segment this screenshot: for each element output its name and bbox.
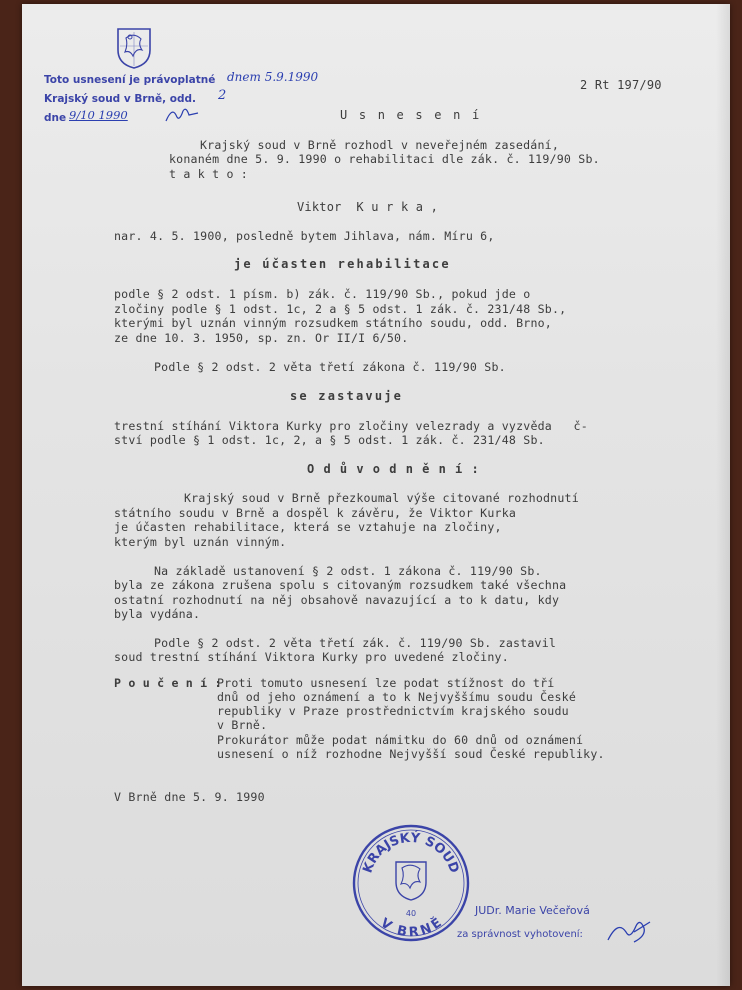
para6-line-1: Podle § 2 odst. 2 věta třetí zák. č. 119/90 Sb. zastavil: [154, 636, 557, 650]
para1-line-4: ze dne 10. 3. 1950, sp. zn. Or II/I 6/50.: [114, 331, 409, 345]
court-seal-icon: [350, 822, 472, 944]
svg-text:KRAJSKÝ SOUD: [360, 830, 461, 876]
validity-stamp-line1: Toto usnesení je právoplatné: [44, 74, 216, 86]
para6-line-2: soud trestní stíhání Viktora Kurky pro uvedené zločiny.: [114, 650, 509, 664]
para4-line-4: kterým byl uznán vinným.: [114, 535, 287, 549]
para2: Podle § 2 odst. 2 věta třetí zákona č. 119/90 Sb.: [154, 360, 506, 374]
judge-name: JUDr. Marie Večeřová: [475, 904, 590, 917]
para4-line-3: je účasten rehabilitace, která se vztahuje na zločiny,: [114, 520, 502, 534]
certification-note: za správnost vyhotovení:: [457, 929, 583, 940]
validity-stamp-line2: Krajský soud v Brně, odd.: [44, 93, 196, 105]
instruction-line-6: usnesení o níž rozhodne Nejvyšší soud České republiky.: [217, 747, 605, 761]
instruction-line-1: Proti tomuto usnesení lze podat stížnost do tří: [217, 676, 555, 690]
para1-line-2: zločiny podle § 1 odst. 1c, 2 a § 5 odst. 1 zák. č. 231/48 Sb.,: [114, 302, 567, 316]
para1-line-1: podle § 2 odst. 1 písm. b) zák. č. 119/90 Sb., pokud jde o: [114, 287, 531, 301]
person-name: Viktor K u r k a ,: [297, 200, 439, 214]
heading-discontinued: se zastavuje: [290, 389, 404, 403]
heading-reasoning: O d ů v o d n ě n í :: [307, 462, 480, 476]
validity-stamp-dept-handwritten: 2: [218, 88, 227, 103]
para5-line-4: byla vydána.: [114, 607, 201, 621]
handwritten-signature: [604, 914, 654, 948]
para4-line-1: Krajský soud v Brně přezkoumal výše citované rozhodnutí: [184, 491, 579, 505]
document-title: U s n e s e n í: [340, 108, 482, 122]
intro-line-3: t a k t o :: [169, 167, 248, 181]
heading-rehabilitation: je účasten rehabilitace: [234, 257, 451, 271]
seal-top-text: KRAJSKÝ SOUD: [360, 830, 462, 876]
case-reference: 2 Rt 197/90: [580, 78, 662, 92]
para3-line-1: trestní stíhání Viktora Kurky pro zločiny velezrady a vyzvěda č-: [114, 419, 588, 433]
instruction-line-5: Prokurátor může podat námitku do 60 dnů od oznámení: [217, 733, 584, 747]
place-and-date: V Brně dne 5. 9. 1990: [114, 790, 265, 804]
para4-line-2: státního soudu v Brně a dospěl k závěru, že Viktor Kurka: [114, 506, 517, 520]
intro-line-2: konaném dne 5. 9. 1990 o rehabilitaci dle zák. č. 119/90 Sb.: [169, 152, 600, 166]
para5-line-2: byla ze zákona zrušena spolu s citovaným rozsudkem také všechna: [114, 578, 567, 592]
validity-stamp-line3: dne: [44, 112, 67, 124]
para5-line-1: Na základě ustanovení § 2 odst. 1 zákona č. 119/90 Sb.: [154, 564, 542, 578]
instruction-line-4: v Brně.: [217, 718, 268, 732]
svg-text:V BRNĚ: [378, 915, 445, 940]
validity-stamp-date2-handwritten: 9/10 1990: [69, 108, 128, 122]
seal-bottom-text: V BRNĚ: [377, 915, 445, 941]
para3-line-2: ství podle § 1 odst. 1c, 2, a § 5 odst. 1 zák. č. 231/48 Sb.: [114, 433, 545, 447]
seal-number: 40: [405, 909, 417, 918]
state-emblem-icon: [114, 26, 154, 70]
instruction-line-2: dnů od jeho oznámení a to k Nejvyššímu soudu České: [217, 690, 577, 704]
instruction-label: P o u č e n í :: [114, 676, 222, 690]
intro-line-1: Krajský soud v Brně rozhodl v neveřejném zasedání,: [200, 138, 560, 152]
para1-line-3: kterými byl uznán vinným rozsudkem státního soudu, odd. Brno,: [114, 316, 552, 330]
instruction-line-3: republiky v Praze prostřednictvím krajského soudu: [217, 704, 569, 718]
para5-line-3: ostatní rozhodnutí na něj obsahově navazující a to k datu, kdy: [114, 593, 560, 607]
document-sheet: [22, 4, 730, 986]
person-birth-address: nar. 4. 5. 1900, posledně bytem Jihlava, nám. Míru 6,: [114, 229, 495, 243]
validity-stamp-initials: [164, 104, 200, 126]
validity-stamp-date-handwritten: dnem 5.9.1990: [227, 70, 319, 84]
